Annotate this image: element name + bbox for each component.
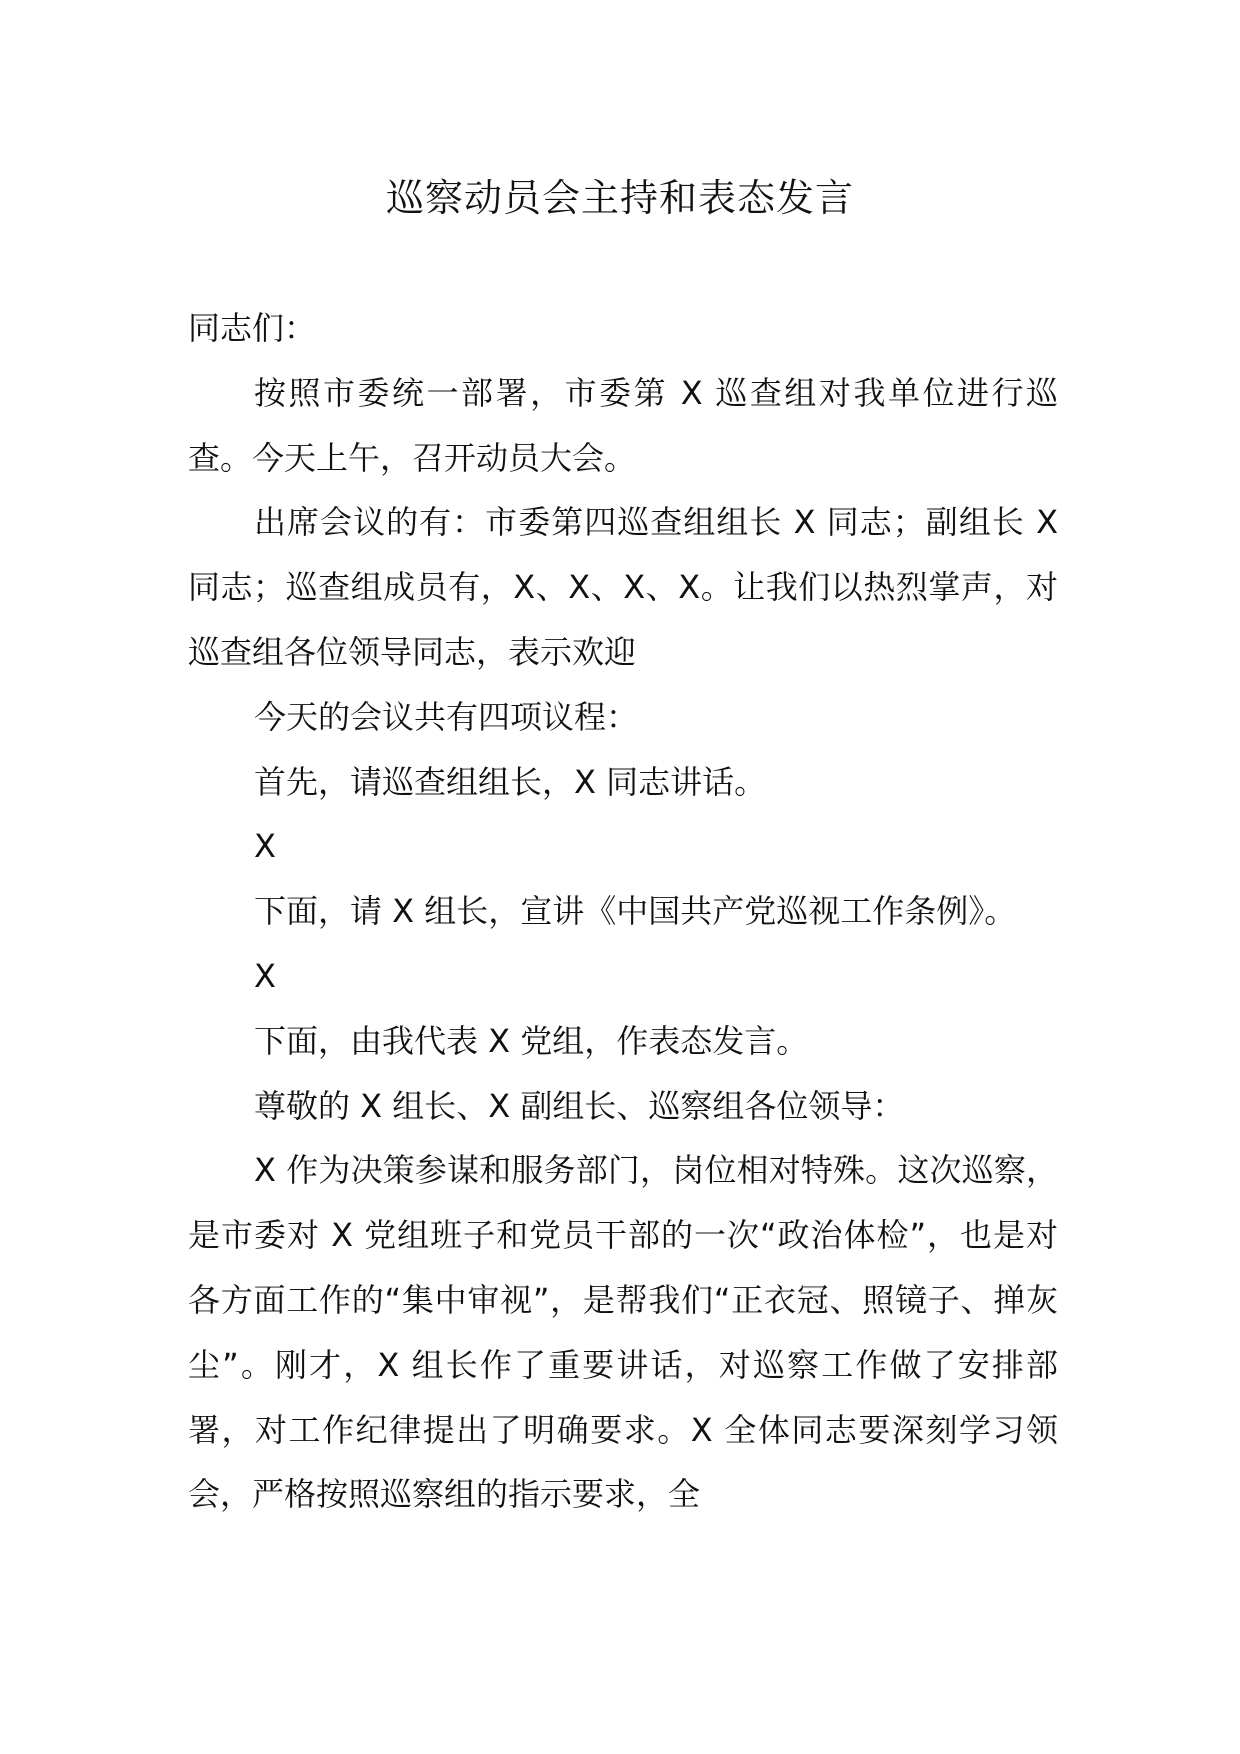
- document-title: 巡察动员会主持和表态发言: [385, 176, 854, 220]
- paragraph: 按照市委统一部署，市委第 X 巡查组对我单位进行巡查。今天上午，召开动员大会。: [188, 373, 1058, 477]
- paragraph: 下面，由我代表 X 党组，作表态发言。: [254, 1021, 809, 1060]
- paragraph: 首先，请巡查组组长，X 同志讲话。: [254, 762, 767, 801]
- paragraph: 出席会议的有：市委第四巡查组组长 X 同志；副组长 X 同志；巡查组成员有，X、X、X、X。让我们以热烈掌声，对巡查组各位领导同志，表示欢迎: [188, 503, 1058, 671]
- document-body: [188, 296, 1058, 1527]
- paragraph-salutation: 同志们：: [188, 309, 317, 347]
- paragraph: 下面，请 X 组长，宣讲《中国共产党巡视工作条例》。: [254, 892, 1017, 931]
- paragraph: X 作为决策参谋和服务部门，岗位相对特殊。这次巡察，是市委对 X 党组班子和党员干部的一次“政治体检”，也是对各方面工作的“集中审视”，是帮我们“正衣冠、照镜子、掸灰尘”。刚才，X 组长作了重要讲话，对巡察工作做了安排部署，对工作纪律提出了明确要求。X 全体同志要深刻学习领会，严格按照巡察组的指示要求，全: [188, 1151, 1058, 1514]
- paragraph: X: [254, 956, 276, 995]
- paragraph: 尊敬的 X 组长、X 副组长、巡察组各位领导：: [254, 1086, 905, 1125]
- paragraph: 今天的会议共有四项议程：: [254, 697, 639, 736]
- paragraph: X: [254, 827, 276, 866]
